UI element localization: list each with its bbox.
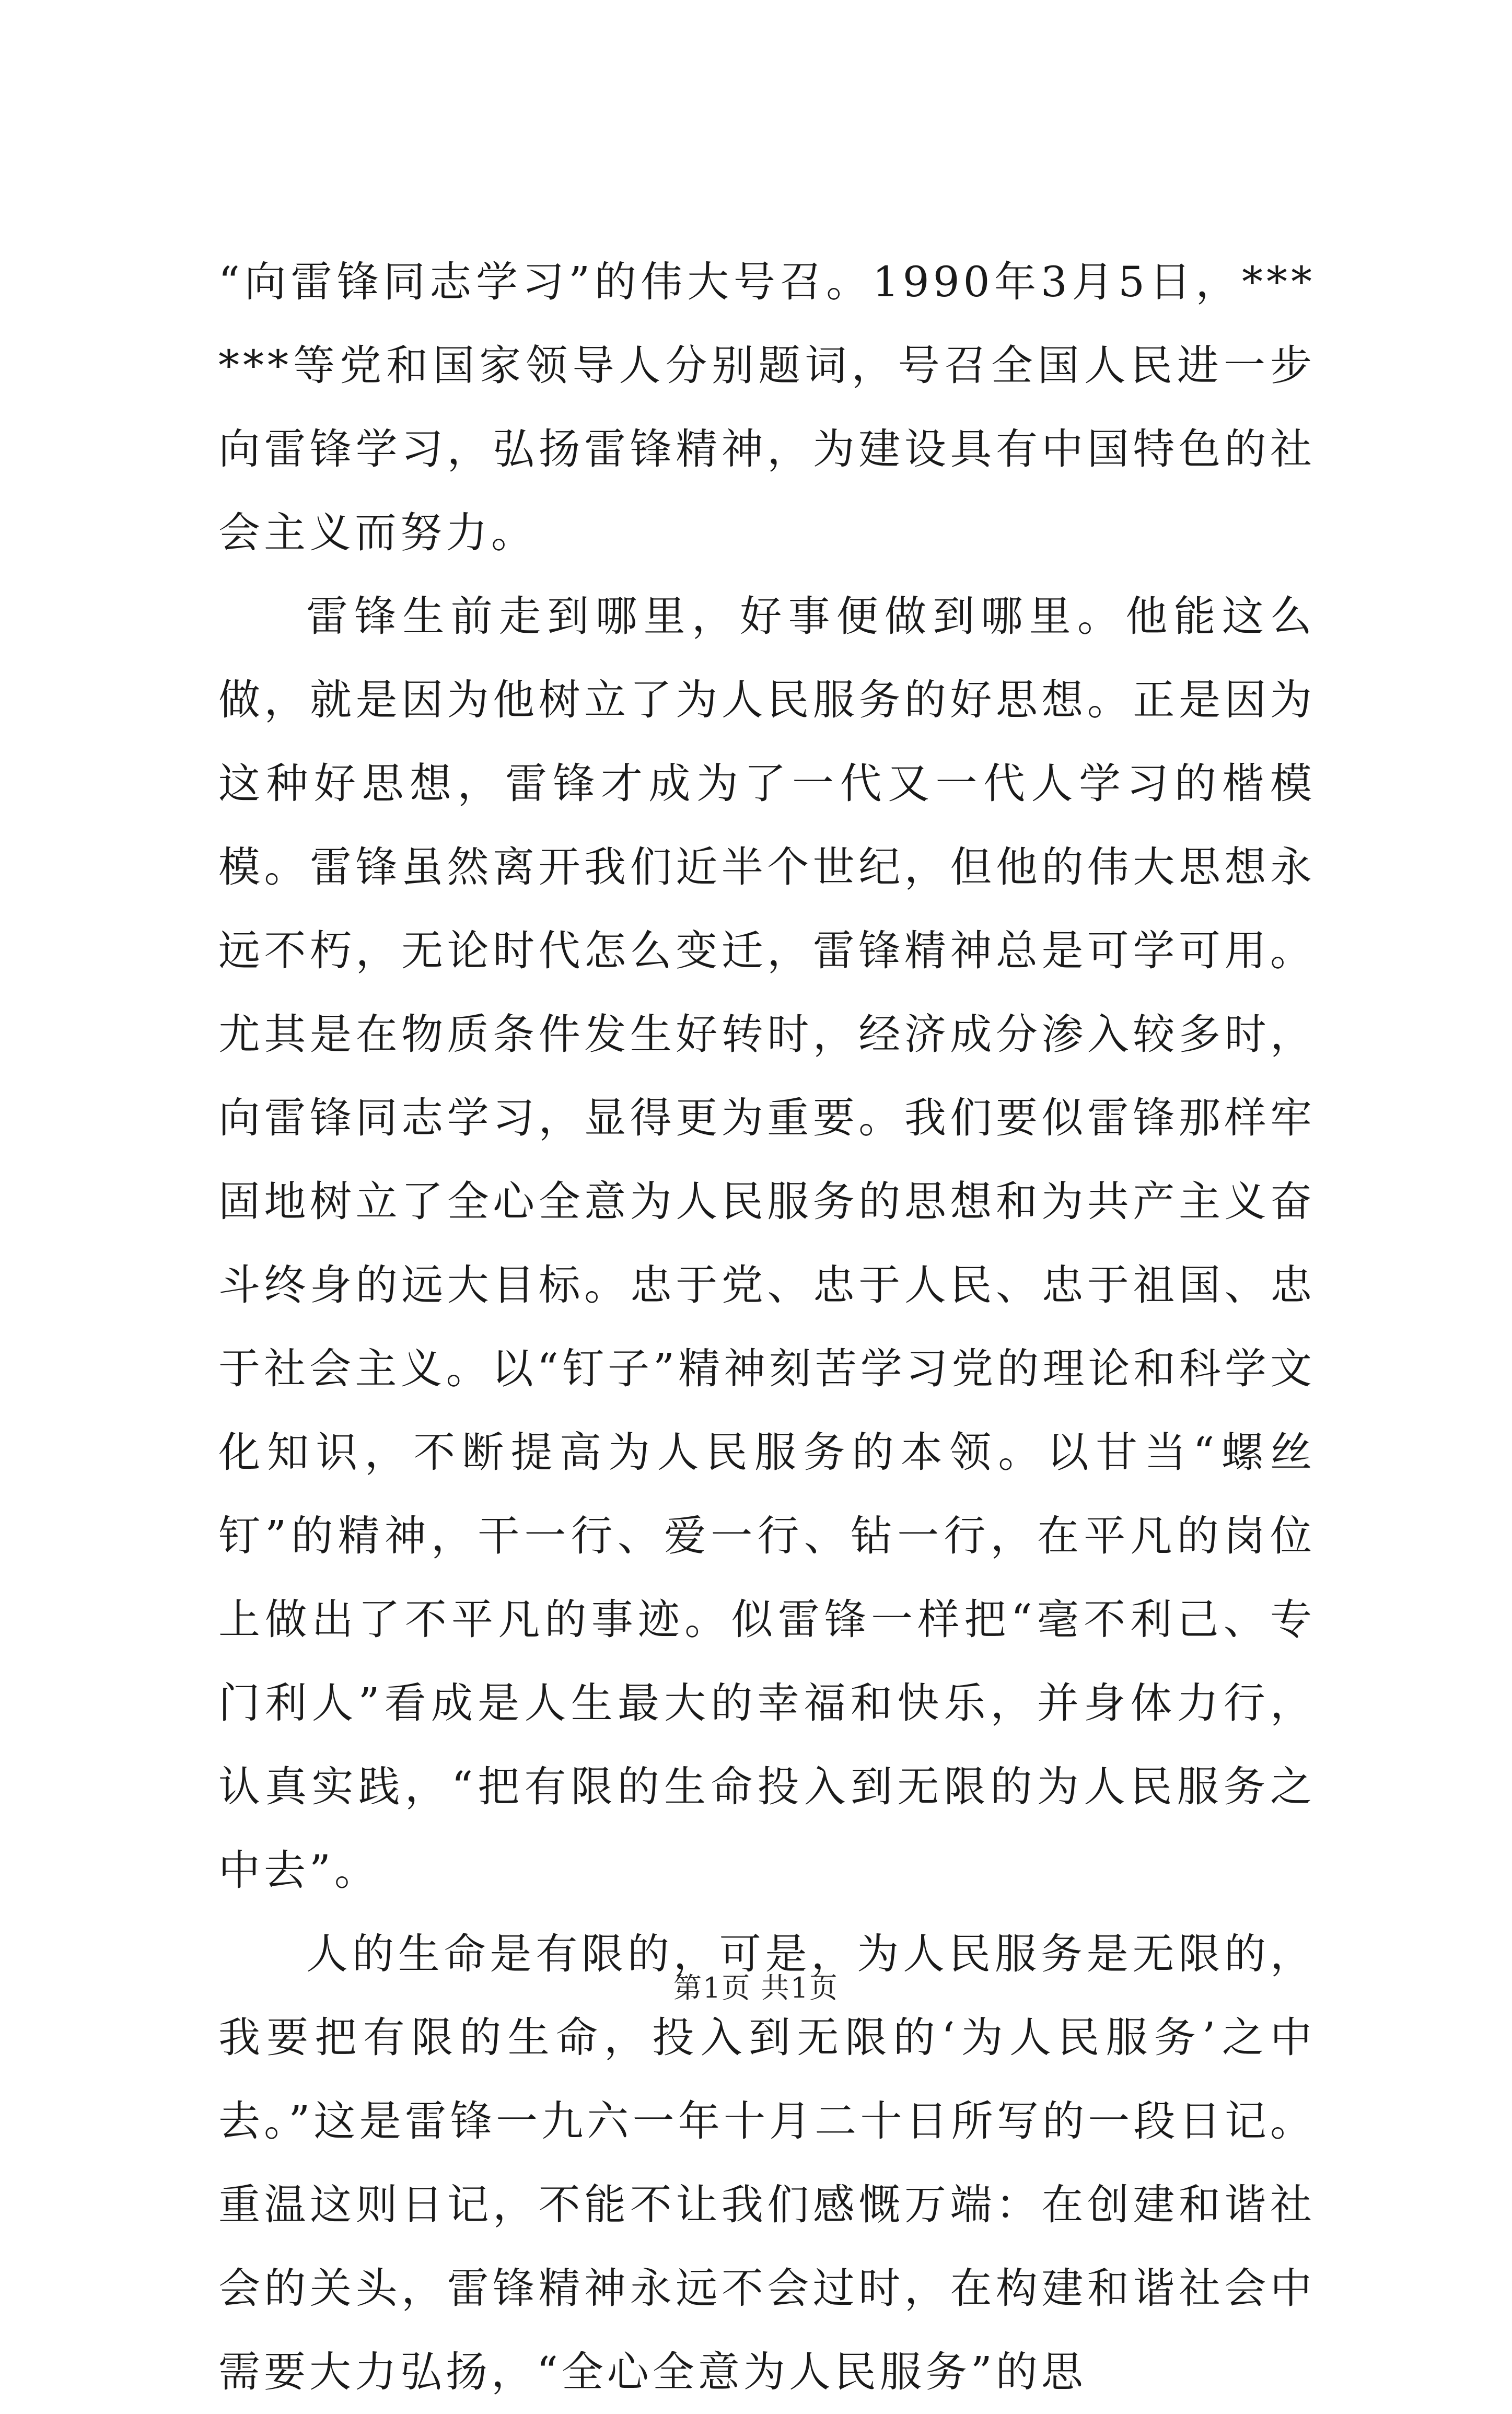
body-text <box>218 240 1316 2414</box>
paragraph-continuation: “向雷锋同志学习”的伟大号召。1990年3月5日，******等党和国家领导人分别题词，号召全国人民进一步向雷锋学习，弘扬雷锋精神，为建设具有中国特色的社会主义而努力。 <box>218 258 1316 557</box>
page-footer: 第1页 共1页 <box>673 1971 839 2004</box>
paragraph-lei-feng-deeds: 雷锋生前走到哪里，好事便做到哪里。他能这么做，就是因为他树立了为人民服务的好思想。正是因为这种好思想，雷锋才成为了一代又一代人学习的楷模模。雷锋虽然离开我们近半个世纪，但他的伟大思想永远不朽，无论时代怎么变迁，雷锋精神总是可学可用。尤其是在物质条件发生好转时，经济成分渗入较多时，向雷锋同志学习，显得更为重要。我们要似雷锋那样牢固地树立了全心全意为人民服务的思想和为共产主义奋斗终身的远大目标。忠于党、忠于人民、忠于祖国、忠于社会主义。以“钉子”精神刻苦学习党的理论和科学文化知识，不断提高为人民服务的本领。以甘当“螺丝钉”的精神，干一行、爱一行、钻一行，在平凡的岗位上做出了不平凡的事迹。似雷锋一样把“毫不利己、专门利人”看成是人生最大的幸福和快乐，并身体力行，认真实践，“把有限的生命投入到无限的为人民服务之中去”。 <box>218 592 1316 1895</box>
paragraph-diary-quote: 人的生命是有限的，可是，为人民服务是无限的，我要把有限的生命，投入到无限的‘为人民服务’之中去。”这是雷锋一九六一年十月二十日所写的一段日记。重温这则日记，不能不让我们感慨万端：在创建和谐社会的关头，雷锋精神永远不会过时，在构建和谐社会中需要大力弘扬，“全心全意为人民服务”的思 <box>218 1930 1316 2396</box>
